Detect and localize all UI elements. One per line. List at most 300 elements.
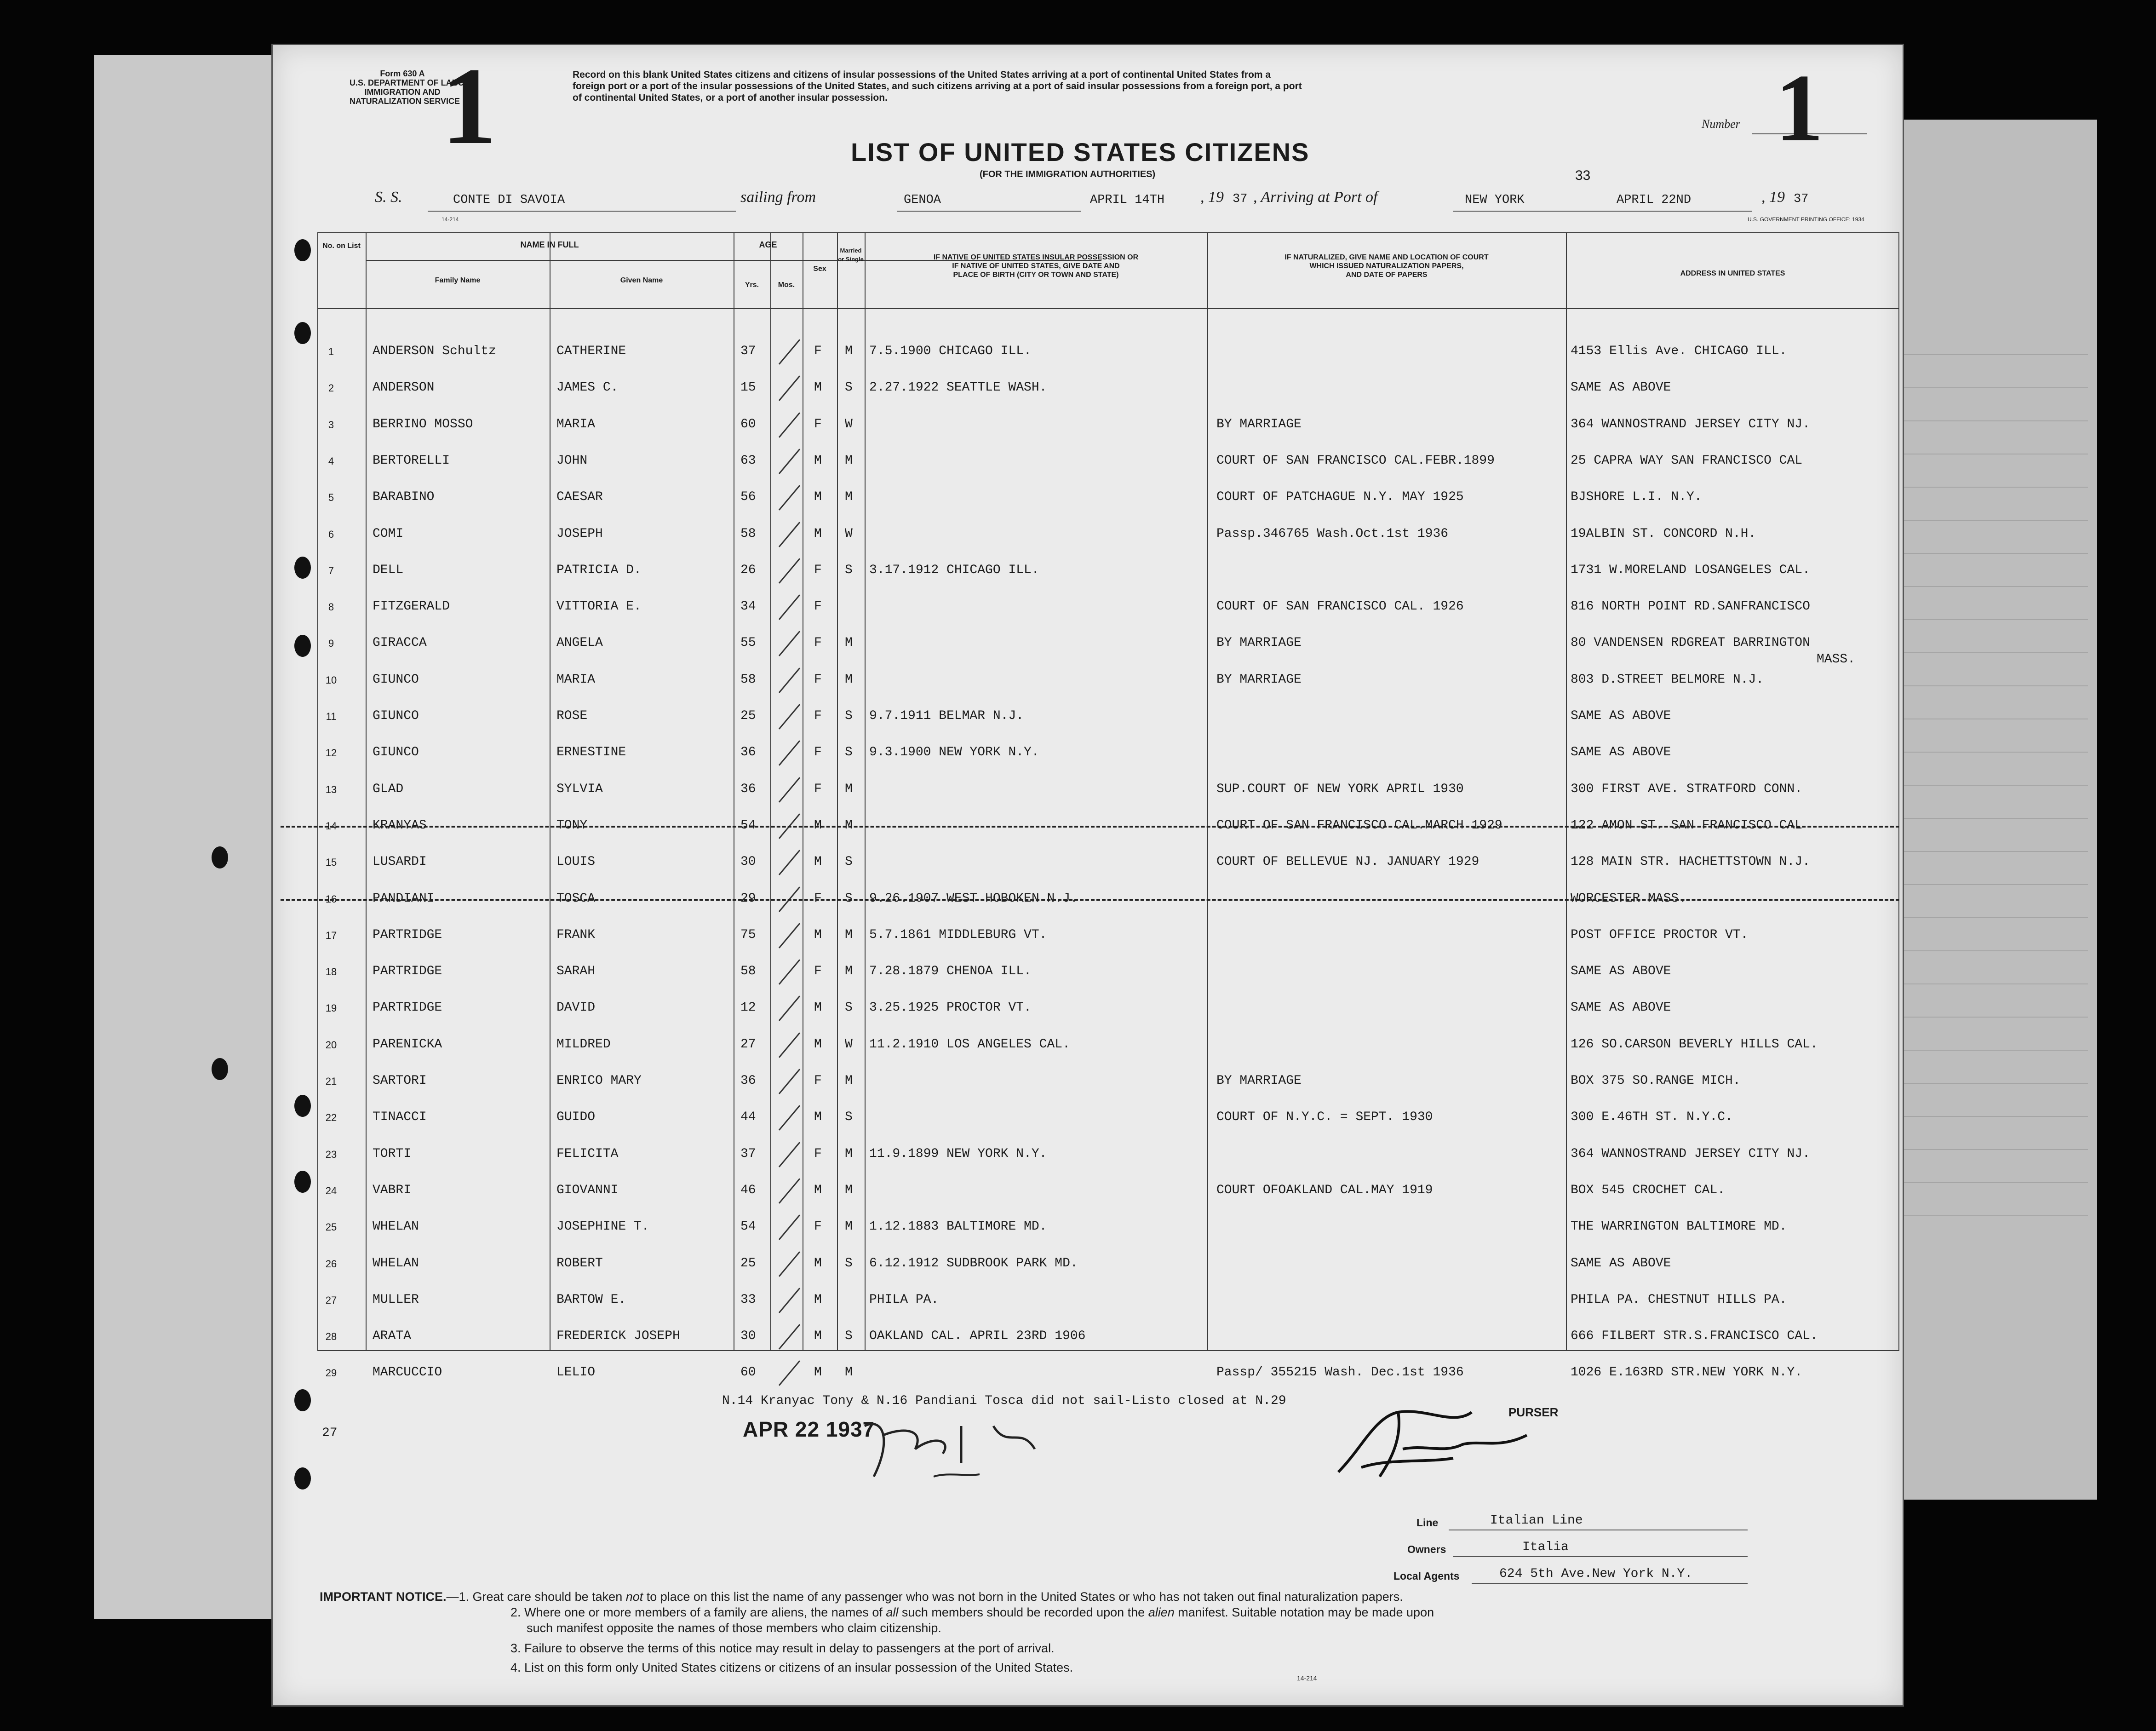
cell-sex: F [814,891,822,906]
table-row [317,414,1899,450]
ship-underline [428,211,736,212]
cell-sex: M [814,490,822,505]
intro-line-3: of continental United States, or a port of another insular possession. [573,92,888,103]
notice-item-3: 3. Failure to observe the terms of this notice may result in delay to passengers at the port of arrival. [510,1641,1055,1655]
underlying-page-right-lines [1895,322,2088,1242]
cell-given: ENRICO MARY [556,1074,642,1088]
port-from-underline [897,211,1081,212]
table-row [317,1289,1899,1326]
row-number: 15 [325,857,337,868]
cell-ms: W [845,1037,853,1052]
cell-ms: S [845,1329,853,1344]
cell-given: TONY [556,818,588,833]
binder-hole-icon [294,1095,311,1117]
closing-note: N.14 Kranyac Tony & N.16 Pandiani Tosca did not sail-Listo closed at N.29 [722,1394,1286,1408]
cell-nat: COURT OF BELLEVUE NJ. JANUARY 1929 [1216,855,1479,869]
cell-ms: M [845,1183,853,1197]
notice-item-2a: 2. Where one or more members of a family are aliens, the names of [510,1605,886,1619]
months-dash-mark [779,1105,800,1131]
notice-item-2d: such manifest opposite the names of those members who claim citizenship. [527,1621,941,1635]
header-nat-line-2: WHICH ISSUED NATURALIZATION PAPERS, [1309,262,1464,270]
cell-sex: M [814,855,822,869]
table-row [317,815,1899,851]
cell-address: SAME AS ABOVE [1571,709,1671,723]
months-dash-mark [779,704,800,730]
cell-ms: M [845,636,853,650]
table-row [317,1216,1899,1253]
cell-age: 58 [740,672,756,687]
cell-address-continued: MASS. [1817,652,1856,667]
cell-birth: 9.26.1907 WEST HOBOKEN N.J. [869,891,1078,906]
cell-age: 36 [740,782,756,796]
cell-ms: M [845,927,853,942]
row-number: 22 [325,1112,337,1124]
cell-family: TINACCI [373,1110,427,1125]
form-id-block [350,69,470,106]
row-number: 24 [325,1185,337,1196]
cell-sex: M [814,1329,822,1344]
cell-given: CAESAR [556,490,603,505]
binder-hole-icon [294,1389,311,1411]
cell-given: ERNESTINE [556,745,626,760]
intro-text [573,69,1302,104]
cell-ms: M [845,1219,853,1234]
cell-address: 300 E.46TH ST. N.Y.C. [1571,1110,1733,1125]
header-birth-line-3: PLACE OF BIRTH (CITY OR TOWN AND STATE) [953,271,1119,279]
row-number: 10 [325,674,337,686]
local-agents-underline [1472,1583,1748,1584]
cell-address: BJSHORE L.I. N.Y. [1571,490,1702,505]
binder-hole-icon [294,557,311,579]
cell-age: 63 [740,453,756,468]
strike-through-line [281,826,1899,828]
cell-given: JOSEPH [556,526,603,541]
months-dash-mark [779,594,800,620]
sailing-from-label: sailing from [740,189,816,206]
row-number: 26 [325,1258,337,1270]
cell-sex: M [814,1110,822,1125]
table-row [317,377,1899,414]
cell-address: 666 FILBERT STR.S.FRANCISCO CAL. [1571,1329,1818,1344]
cell-sex: M [814,1256,822,1271]
cell-age: 12 [740,1001,756,1015]
cell-age: 36 [740,745,756,760]
row-number: 14 [325,820,337,832]
row-number: 16 [325,893,337,905]
header-birth [865,253,1207,279]
table-row [317,1034,1899,1070]
cell-given: JOHN [556,453,588,468]
cell-family: MARCUCCIO [373,1365,442,1380]
months-dash-mark [779,1069,800,1094]
header-address: ADDRESS IN UNITED STATES [1680,270,1785,277]
cell-age: 33 [740,1292,756,1307]
cell-ms: S [845,1110,853,1125]
months-dash-mark [779,1361,800,1386]
table-row [317,997,1899,1034]
owners-value: Italia [1522,1540,1569,1554]
cell-address: SAME AS ABOVE [1571,1001,1671,1015]
cell-birth: 3.25.1925 PROCTOR VT. [869,1001,1032,1015]
cell-sex: M [814,526,822,541]
margin-count: 27 [322,1426,338,1440]
cell-sex: M [814,453,822,468]
cell-address: 300 FIRST AVE. STRATFORD CONN. [1571,782,1803,796]
page-title: LIST OF UNITED STATES CITIZENS [851,138,1310,167]
cell-family: ANDERSON [373,380,435,395]
page-subtitle: (FOR THE IMMIGRATION AUTHORITIES) [980,169,1156,179]
row-number: 8 [328,601,334,613]
cell-given: MARIA [556,417,596,431]
cell-age: 30 [740,855,756,869]
arrival-date-stamp: APR 22 1937 [743,1417,875,1441]
notice-item-2-emphasis-2: alien [1148,1605,1175,1619]
cell-given: DAVID [556,1001,596,1015]
row-number: 6 [328,528,334,540]
cell-birth: PHILA PA. [869,1292,939,1307]
cell-given: SYLVIA [556,782,603,796]
cell-ms: M [845,1365,853,1380]
cell-nat: BY MARRIAGE [1216,417,1302,431]
months-dash-mark [779,1324,800,1350]
cell-age: 27 [740,1037,756,1052]
strike-through-line [281,899,1899,901]
months-dash-mark [779,1251,800,1277]
cell-ms: M [845,490,853,505]
cell-family: KRANYAS [373,818,427,833]
cell-given: GUIDO [556,1110,596,1125]
cell-sex: M [814,380,822,395]
cell-address: SAME AS ABOVE [1571,1256,1671,1271]
binder-hole-icon [212,846,228,868]
table-row [317,1179,1899,1216]
depart-year-prefix: , 19 [1200,189,1224,206]
cell-given: MARIA [556,672,596,687]
binder-hole-icon [294,239,311,261]
months-dash-mark [779,1142,800,1167]
cell-family: GIRACCA [373,636,427,650]
table-row [317,1070,1899,1107]
cell-address: SAME AS ABOVE [1571,745,1671,760]
owners-label: Owners [1407,1543,1446,1555]
cell-sex: F [814,599,822,614]
binder-hole-icon [294,635,311,657]
cell-age: 29 [740,891,756,906]
cell-ms: M [845,1146,853,1161]
notice-item-2b: such members should be recorded upon the [898,1605,1148,1619]
table-row [317,1143,1899,1180]
cell-age: 60 [740,417,756,431]
intro-line-2: foreign port or a port of the insular possessions of the United States, and such citizens arriving at a port of said insular possessions from a foreign port, a port [573,81,1302,92]
cell-nat: BY MARRIAGE [1216,672,1302,687]
row-number: 20 [325,1039,337,1051]
cell-age: 37 [740,344,756,358]
cell-age: 36 [740,1074,756,1088]
cell-birth: 9.7.1911 BELMAR N.J. [869,709,1024,723]
months-dash-mark [779,412,800,438]
cell-nat: COURT OFOAKLAND CAL.MAY 1919 [1216,1183,1433,1197]
purser-label: PURSER [1508,1405,1559,1419]
table-row [317,851,1899,888]
months-dash-mark [779,741,800,766]
cell-family: DELL [373,563,404,577]
cell-family: ARATA [373,1329,412,1344]
cell-address: 122 AMON ST. SAN FRANCISCO CAL [1571,818,1803,833]
cell-birth: 11.2.1910 LOS ANGELES CAL. [869,1037,1070,1052]
header-nat-line-3: AND DATE OF PAPERS [1346,271,1428,279]
cell-ms: S [845,745,853,760]
months-dash-mark [779,850,800,875]
print-note: U.S. GOVERNMENT PRINTING OFFICE: 1934 [1748,216,1864,223]
cell-age: 55 [740,636,756,650]
cell-given: MILDRED [556,1037,611,1052]
binder-hole-icon [294,322,311,344]
cell-sex: F [814,417,822,431]
important-notice: IMPORTANT NOTICE.—1. Great care should be taken not to place on this list the name of any passenger who was not born in the United States or who has not taken out final naturalization papers. [320,1590,1403,1604]
cell-family: GIUNCO [373,709,419,723]
cell-nat: BY MARRIAGE [1216,636,1302,650]
cell-family: ANDERSON Schultz [373,344,496,358]
cell-nat: COURT OF SAN FRANCISCO CAL.FEBR.1899 [1216,453,1495,468]
cell-birth: 7.5.1900 CHICAGO ILL. [869,344,1032,358]
cell-ms: S [845,891,853,906]
header-birth-line-1: IF NATIVE OF UNITED STATES INSULAR POSSESSION OR [933,253,1139,261]
cell-birth: 11.9.1899 NEW YORK N.Y. [869,1146,1047,1161]
cell-sex: F [814,1074,822,1088]
cell-given: FELICITA [556,1146,619,1161]
arriving-label: , Arriving at Port of [1253,189,1378,206]
table-row [317,596,1899,633]
cell-sex: F [814,745,822,760]
cell-ms: M [845,964,853,979]
cell-address: PHILA PA. CHESTNUT HILLS PA. [1571,1292,1787,1307]
underlying-page-left [94,55,287,1619]
cell-family: WHELAN [373,1256,419,1271]
cell-sex: F [814,1146,822,1161]
local-agents-value: 624 5th Ave.New York N.Y. [1499,1567,1693,1581]
form-number: Form 630 A [380,69,425,78]
cell-given: ANGELA [556,636,603,650]
cell-given: FREDERICK JOSEPH [556,1329,680,1344]
cell-sex: F [814,344,822,358]
cell-age: 54 [740,818,756,833]
table-header-border [317,308,1899,309]
cell-sex: M [814,1001,822,1015]
row-number: 19 [325,1002,337,1014]
row-number: 25 [325,1221,337,1233]
table-row [317,486,1899,523]
header-birth-line-2: IF NATIVE OF UNITED STATES, GIVE DATE AND [952,262,1120,270]
months-dash-mark [779,339,800,365]
cell-address: 364 WANNOSTRAND JERSEY CITY NJ. [1571,1146,1810,1161]
line-value: Italian Line [1490,1513,1583,1528]
cell-sex: F [814,563,822,577]
cell-ms: W [845,526,853,541]
cell-address: POST OFFICE PROCTOR VT. [1571,927,1749,942]
line-label: Line [1416,1517,1439,1529]
cell-given: BARTOW E. [556,1292,626,1307]
row-number: 11 [326,711,337,722]
row-number: 5 [328,492,334,504]
header-name-in-full: NAME IN FULL [520,240,579,249]
header-nat-line-1: IF NATURALIZED, GIVE NAME AND LOCATION OF COURT [1284,253,1489,261]
cell-ms: S [845,563,853,577]
row-number: 21 [325,1075,337,1087]
months-dash-mark [779,449,800,474]
cell-age: 15 [740,380,756,395]
cell-sex: F [814,1219,822,1234]
port-to: NEW YORK [1465,193,1525,207]
cell-birth: 3.17.1912 CHICAGO ILL. [869,563,1039,577]
row-number: 1 [328,346,334,357]
cell-address: 1026 E.163RD STR.NEW YORK N.Y. [1571,1365,1803,1380]
table-row [317,924,1899,961]
cell-ms: M [845,672,853,687]
row-number: 27 [325,1294,337,1306]
cell-sex: M [814,818,822,833]
cell-family: BARABINO [373,490,435,505]
cell-family: PANDIANI [373,891,435,906]
table-row [317,669,1899,706]
cell-family: BERTORELLI [373,453,450,468]
months-dash-mark [779,558,800,584]
local-agents-label: Local Agents [1393,1570,1460,1582]
cell-sex: M [814,1183,822,1197]
cell-age: 25 [740,1256,756,1271]
cell-birth: OAKLAND CAL. APRIL 23RD 1906 [869,1329,1086,1344]
cell-age: 56 [740,490,756,505]
header-family-name: Family Name [435,276,481,284]
notice-item-4: 4. List on this form only United States citizens or citizens of an insular possession of the United States. [510,1661,1073,1674]
cell-given: TOSCA [556,891,596,906]
cell-address: 25 CAPRA WAY SAN FRANCISCO CAL [1571,453,1803,468]
months-dash-mark [779,1288,800,1313]
months-dash-mark [779,959,800,985]
cell-family: PARENICKA [373,1037,442,1052]
cell-ms: S [845,1256,853,1271]
cell-ms: W [845,417,853,431]
header-naturalized [1207,253,1566,279]
ship-name: CONTE DI SAVOIA [453,193,565,207]
table-row [317,340,1899,377]
cell-family: GIUNCO [373,672,419,687]
row-number: 9 [328,638,334,650]
cell-family: TORTI [373,1146,412,1161]
cell-birth: 9.3.1900 NEW YORK N.Y. [869,745,1039,760]
cell-sex: F [814,782,822,796]
notice-item-1-emphasis: not [625,1590,643,1604]
cell-given: LOUIS [556,855,596,869]
cell-birth: 5.7.1861 MIDDLEBURG VT. [869,927,1047,942]
table-row [317,778,1899,815]
months-dash-mark [779,1178,800,1204]
cell-address: 126 SO.CARSON BEVERLY HILLS CAL. [1571,1037,1818,1052]
owners-underline [1453,1556,1748,1557]
cell-family: MULLER [373,1292,419,1307]
cell-address: SAME AS ABOVE [1571,964,1671,979]
cell-address: THE WARRINGTON BALTIMORE MD. [1571,1219,1787,1234]
cell-age: 37 [740,1146,756,1161]
cell-address: 80 VANDENSEN RDGREAT BARRINGTON [1571,636,1810,650]
depart-date: APRIL 14TH [1090,193,1165,207]
table-row [317,742,1899,778]
table-row [317,1106,1899,1143]
header-given-name: Given Name [620,276,663,284]
arrive-year-prefix: , 19 [1761,189,1785,206]
cell-family: GIUNCO [373,745,419,760]
port-from: GENOA [904,193,941,207]
cell-sex: F [814,636,822,650]
cell-address: 1731 W.MORELAND LOSANGELES CAL. [1571,563,1810,577]
cell-given: GIOVANNI [556,1183,619,1197]
header-no: No. on List [322,242,361,250]
cell-sex: M [814,927,822,942]
table-row [317,450,1899,487]
row-number: 13 [325,783,337,795]
row-number: 17 [325,929,337,941]
cell-given: VITTORIA E. [556,599,642,614]
inspector-signature-icon [855,1408,1131,1500]
cell-given: PATRICIA D. [556,563,642,577]
cell-given: ROSE [556,709,588,723]
months-dash-mark [779,522,800,547]
cell-address: 816 NORTH POINT RD.SANFRANCISCO [1571,599,1810,614]
cell-age: 75 [740,927,756,942]
cell-nat: SUP.COURT OF NEW YORK APRIL 1930 [1216,782,1464,796]
notice-item-1b: to place on this list the name of any passenger who was not born in the United States or who has not taken out final naturalization papers. [643,1590,1403,1604]
binder-hole-icon [294,1467,311,1489]
cell-given: FRANK [556,927,596,942]
year-mark: 33 [1575,168,1591,183]
months-dash-mark [779,777,800,803]
sheet-mark: 1 [442,45,497,167]
cell-family: PARTRIDGE [373,1001,442,1015]
notice-item-2 [510,1605,1434,1620]
cell-birth: 6.12.1912 SUDBROOK PARK MD. [869,1256,1078,1271]
cell-sex: M [814,1037,822,1052]
months-dash-mark [779,1032,800,1058]
cell-family: VABRI [373,1183,412,1197]
months-dash-mark [779,1214,800,1240]
cell-sex: F [814,709,822,723]
row-number: 2 [328,382,334,394]
cell-address: 19ALBIN ST. CONCORD N.H. [1571,526,1756,541]
cell-address: WORCESTER MASS. [1571,891,1687,906]
header-sex: Sex [813,265,826,273]
cell-family: WHELAN [373,1219,419,1234]
cell-given: SARAH [556,964,596,979]
cell-birth: 2.27.1922 SEATTLE WASH. [869,380,1047,395]
cell-nat: Passp.346765 Wash.Oct.1st 1936 [1216,526,1449,541]
ss-label: S. S. [375,189,402,206]
cell-address: BOX 545 CROCHET CAL. [1571,1183,1726,1197]
cell-ms: S [845,709,853,723]
notice-heading: IMPORTANT NOTICE. [320,1590,447,1604]
row-number: 3 [328,419,334,431]
months-dash-mark [779,996,800,1022]
row-number: 28 [325,1331,337,1343]
cell-age: 34 [740,599,756,614]
arrive-year: 37 [1794,192,1809,206]
cell-nat: BY MARRIAGE [1216,1074,1302,1088]
cell-age: 58 [740,964,756,979]
cell-sex: F [814,964,822,979]
cell-family: LUSARDI [373,855,427,869]
number-value: 1 [1775,55,1823,161]
dept-line-2: IMMIGRATION AND [364,87,441,97]
cell-address: SAME AS ABOVE [1571,380,1671,395]
cell-nat: COURT OF SAN FRANCISCO CAL. 1926 [1216,599,1464,614]
